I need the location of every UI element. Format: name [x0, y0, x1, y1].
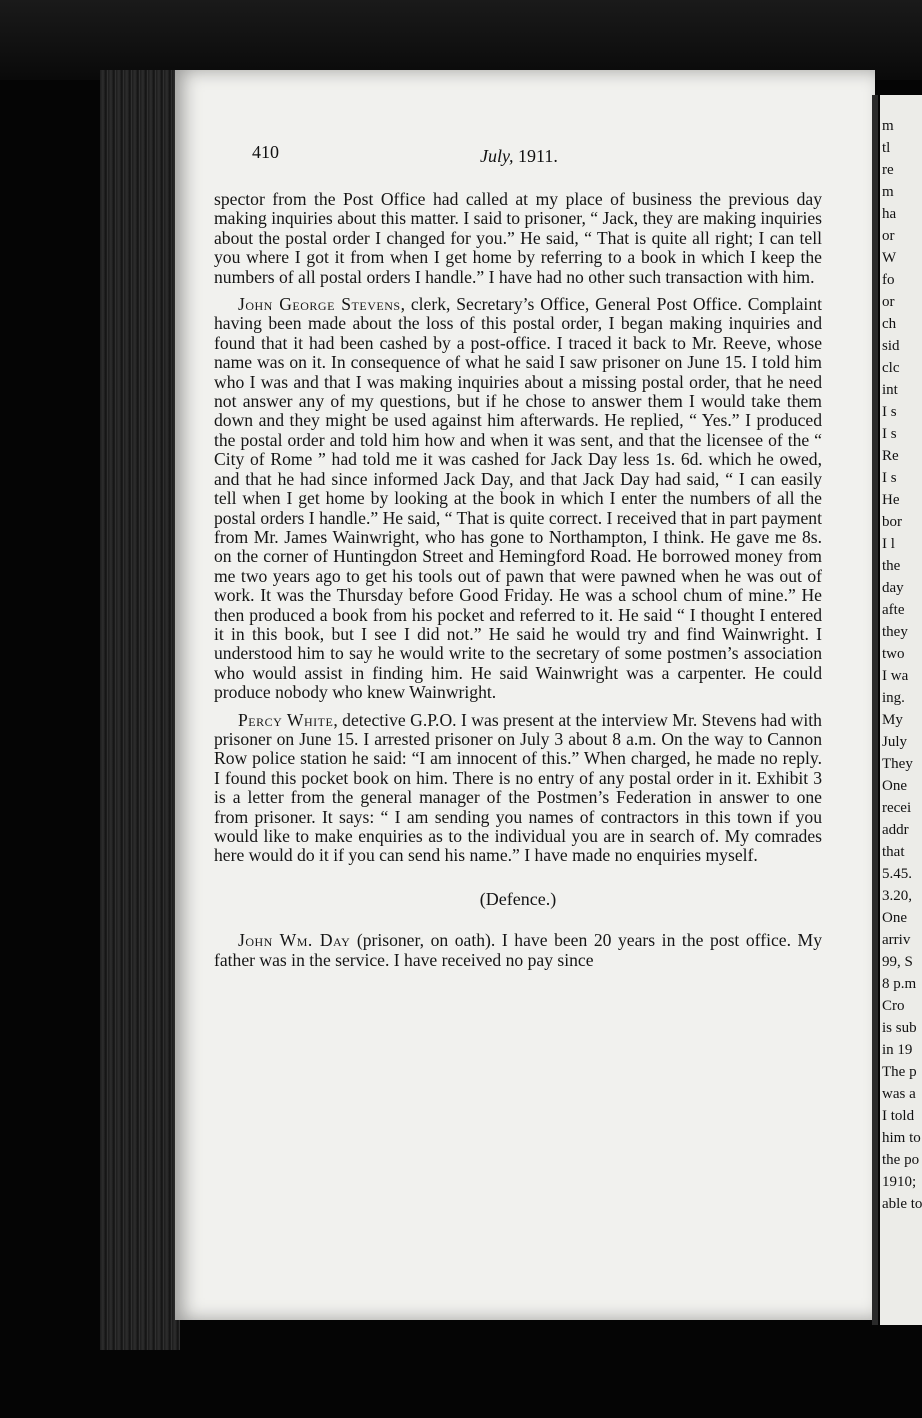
- paragraph-2: [214, 295, 822, 703]
- running-head: [480, 146, 558, 167]
- adjacent-page-fragment: was a: [882, 1086, 916, 1102]
- adjacent-page-fragment: in 19: [882, 1042, 913, 1058]
- adjacent-page-fragment: int: [882, 382, 898, 398]
- adjacent-page-fragment: ch: [882, 316, 897, 332]
- adjacent-page-fragment: They: [882, 756, 913, 772]
- adjacent-page-fragment: He: [882, 492, 900, 508]
- adjacent-page-fragment: I s: [882, 470, 897, 486]
- section-heading: (Defence.): [479, 888, 557, 909]
- adjacent-page-fragment: Cro: [882, 998, 905, 1014]
- adjacent-page-fragment: recei: [882, 800, 912, 816]
- adjacent-page-fragment: afte: [882, 602, 905, 618]
- paragraph-3: [214, 711, 822, 866]
- adjacent-page-fragment: able to: [882, 1196, 922, 1212]
- adjacent-page-fragment: that: [882, 844, 905, 860]
- adjacent-page-fragment: Re: [882, 448, 899, 464]
- adjacent-page-fragment: One: [882, 778, 907, 794]
- adjacent-page-fragment: 8 p.m: [882, 976, 917, 992]
- adjacent-page-fragment: the po: [882, 1152, 920, 1168]
- adjacent-page-fragment: 5.45.: [882, 866, 912, 882]
- adjacent-page-fragment: One: [882, 910, 907, 926]
- running-head-month: July,: [480, 146, 514, 166]
- adjacent-page-fragment: clc: [882, 360, 900, 376]
- page-gutter: [872, 95, 878, 1325]
- adjacent-page-fragment: ha: [882, 206, 897, 222]
- body-text: [214, 190, 822, 970]
- adjacent-page-fragment: July: [882, 734, 908, 750]
- paragraph-1: spector from the Post Office had called at my place of business the previous day making inquiries about this matter. I said to prisoner, “ Jack, they are making inquiries about the postal order I changed for you.” He said, “ That is quite all right; I can tell you where I got it from when I get home by referring to a book in which I keep the numbers of all postal orders I handle.” I have had no other such transaction with him.: [214, 189, 822, 287]
- adjacent-page-fragment: or: [882, 294, 895, 310]
- adjacent-page-fragment: they: [882, 624, 908, 640]
- paragraph-2-text: , clerk, Secretary’s Office, General Post Office. Complaint having been made about the loss of this postal order, I began making inquiries and found that it had been cashed by a post-office. I traced it back to Mr. Reeve, whose name was on it. In consequence of what he said I saw prisoner on June 15. I told him who I was and that I was making inquiries about a missing postal order, that he need not answer any of my questions, but if he chose to answer them I would take them down and they might be used against him afterwards. He replied, “ Yes.” I produced the postal order and told him how and when it was sent, and that the licensee of the “ City of Rome ” had told me it was cashed for Jack Day less 1s. 6d. which he owed, and that he had since informed Jack Day, and that Jack Day had said, “ I can easily tell when I get home by looking at the book in which I enter the numbers of all the postal orders I handle.” He said, “ That is quite correct. I received that in part payment from Mr. James Wainwright, who has gone to Northampton, I think. He gave me 8s. on the corner of Huntingdon Street and Hemingford Road. He borrowed money from me two years ago to get his tools out of pawn that were pawned when he was out of work. It was the Thursday before Good Friday. He was a school chum of mine.” He then produced a book from his pocket and referred to it. He said “ I thought I entered it in this book, but I see I did not.” He said he would try and find Wainwright. I understood him to say he would write to the secretary of some postmen’s association who would assist in finding him. He said Wainwright was a carpenter. He could produce nobody who knew Wainwright.: [214, 294, 823, 703]
- adjacent-page-fragment: re: [882, 162, 894, 178]
- adjacent-page-fragment: arriv: [882, 932, 911, 948]
- adjacent-page-fragment: m: [882, 184, 894, 200]
- adjacent-page-fragment: or: [882, 228, 895, 244]
- page-number: 410: [252, 142, 279, 162]
- adjacent-page-fragment: 1910;: [882, 1174, 917, 1190]
- adjacent-page-fragment: sid: [882, 338, 900, 354]
- adjacent-page-fragment: the: [882, 558, 901, 574]
- witness-name: John Wm. Day: [238, 930, 351, 951]
- adjacent-page-fragment: 99, S: [882, 954, 913, 970]
- adjacent-page-fragment: m: [882, 118, 894, 134]
- adjacent-page-edge: [880, 95, 922, 1325]
- adjacent-page-fragment: My: [882, 712, 903, 728]
- witness-name: John George Stevens: [238, 294, 401, 315]
- adjacent-page-fragment: two: [882, 646, 905, 662]
- adjacent-page-fragment: I s: [882, 404, 897, 420]
- adjacent-page-fragment: The p: [882, 1064, 917, 1080]
- adjacent-page-fragment: addr: [882, 822, 909, 838]
- adjacent-page-fragment: 3.20,: [882, 888, 912, 904]
- running-head-year: 1911.: [518, 146, 558, 166]
- adjacent-page-fragment: ing.: [882, 690, 905, 706]
- adjacent-page-fragment: fo: [882, 272, 895, 288]
- paragraph-3-text: , detective G.P.O. I was present at the interview Mr. Stevens had with prisoner on June 15. I arrested prisoner on July 3 about 8 a.m. On the way to Cannon Row police station he said: “I am innocent of this.” When charged, he made no reply. I found this pocket book on him. There is no entry of any postal order in it. Exhibit 3 is a letter from the general manager of the Postmen’s Federation in answer to one from prisoner. It says: “ I am sending you names of contractors in this town if you would like to make enquiries as to the individual you are in search of. My comrades here would do it if you can send his name.” I have made no enquiries myself.: [214, 709, 822, 866]
- adjacent-page-fragment: day: [882, 580, 904, 596]
- witness-name: Percy White: [238, 709, 334, 730]
- adjacent-page-fragment: is sub: [882, 1020, 917, 1036]
- adjacent-page-fragment: I s: [882, 426, 897, 442]
- adjacent-page-fragment: him to: [882, 1130, 921, 1146]
- adjacent-page-fragment: bor: [882, 514, 902, 530]
- adjacent-page-fragment: tl: [882, 140, 891, 156]
- adjacent-page-fragment: W: [882, 250, 897, 266]
- book-spine: [100, 70, 180, 1350]
- adjacent-page-fragment: I told: [882, 1108, 915, 1124]
- adjacent-page-fragment: I wa: [882, 668, 909, 684]
- background-top: [0, 0, 922, 80]
- paragraph-4-text: (prisoner, on oath). I have been 20 years in the post office. My father was in the service. I have received no pay since: [214, 930, 822, 970]
- paragraph-4: [214, 931, 822, 970]
- adjacent-page-fragment: I l: [882, 536, 895, 552]
